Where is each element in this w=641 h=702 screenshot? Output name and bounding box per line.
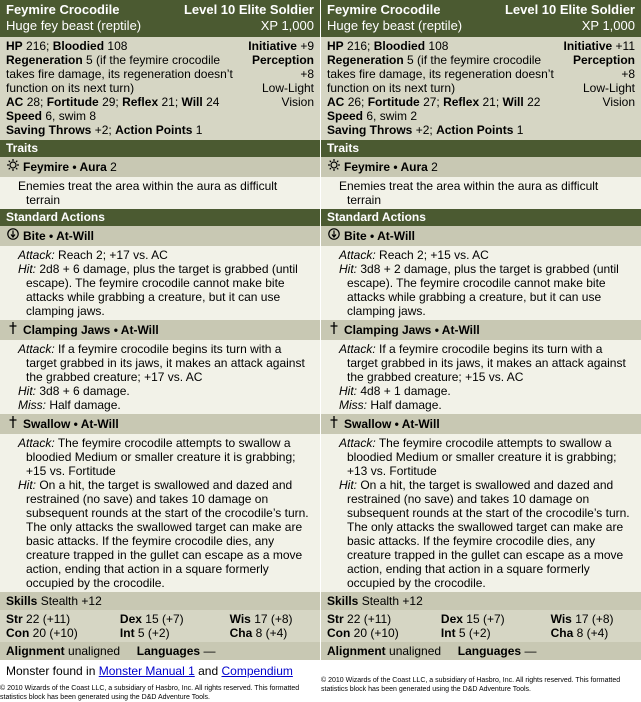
swallow-hit-label: Hit: xyxy=(339,478,357,492)
ac-label: AC xyxy=(327,95,345,109)
melee-icon xyxy=(6,416,20,432)
bite-name: Bite • At-Will xyxy=(344,228,415,243)
alignment-label: Alignment xyxy=(6,644,65,658)
bloodied-value: 108 xyxy=(428,39,449,53)
bite-hit: 2d8 + 6 damage, plus the target is grabbed (until escape). The feymire crocodile cannot make bite attacks while grabbing a creature, but it can use clamping jaws. xyxy=(26,262,298,318)
clamping-jaws-body xyxy=(321,340,641,414)
int-label: Int xyxy=(119,626,135,640)
swallow-body xyxy=(321,434,641,592)
ac-label: AC xyxy=(6,95,24,109)
dex-label: Dex xyxy=(119,612,142,626)
melee-icon xyxy=(327,322,341,338)
ac-value: 26 xyxy=(347,95,362,109)
bite-attack-label: Attack: xyxy=(18,248,55,262)
aura-body xyxy=(321,177,641,209)
aura-value: 2 xyxy=(431,159,438,174)
wis-value: 17 (+8) xyxy=(575,612,614,626)
hp-value: 216 xyxy=(347,39,368,53)
str-label: Str xyxy=(327,612,344,626)
stat-block-right xyxy=(321,0,641,694)
reflex-label: Reflex xyxy=(443,95,480,109)
perception-label: Perception xyxy=(572,53,635,67)
jaws-hit-label: Hit: xyxy=(18,384,36,398)
languages-value: — xyxy=(524,644,537,658)
reflex-value: 21 xyxy=(482,95,496,109)
bloodied-label: Bloodied xyxy=(52,39,105,53)
reflex-label: Reflex xyxy=(122,95,159,109)
aura-name: Feymire • Aura xyxy=(344,159,428,174)
cha-label: Cha xyxy=(550,626,574,640)
dex-value: 15 (+7) xyxy=(466,612,505,626)
swallow-power-header xyxy=(321,414,641,434)
swallow-hit-label: Hit: xyxy=(18,478,36,492)
perception-value: +8 xyxy=(621,67,635,81)
ac-value: 28 xyxy=(26,95,41,109)
monster-manual-link[interactable]: Monster Manual 1 xyxy=(98,664,195,678)
skills-row xyxy=(0,592,320,610)
jaws-miss-label: Miss: xyxy=(339,398,367,412)
initiative-value: +9 xyxy=(300,39,314,53)
swallow-power-header xyxy=(0,414,320,434)
perception-label: Perception xyxy=(251,53,314,67)
action-points-label: Action Points xyxy=(115,123,193,137)
compendium-link[interactable]: Compendium xyxy=(221,664,293,678)
skills-value: Stealth +12 xyxy=(40,594,102,608)
jaws-hit: 3d8 + 6 damage. xyxy=(39,384,130,398)
speed-label: Speed xyxy=(327,109,364,123)
source-line xyxy=(0,660,320,678)
vision-value: Low-Light Vision xyxy=(261,81,314,109)
melee-basic-icon xyxy=(6,228,20,244)
dex-value: 15 (+7) xyxy=(145,612,184,626)
clamping-jaws-body xyxy=(0,340,320,414)
int-label: Int xyxy=(440,626,456,640)
bite-attack-label: Attack: xyxy=(339,248,376,262)
regeneration-value: 5 (if the feymire crocodile takes fire damage, its regeneration doesn’t function on its next turn) xyxy=(6,53,233,95)
saving-throws-value: +2 xyxy=(94,123,109,137)
skills-value: Stealth +12 xyxy=(361,594,423,608)
con-label: Con xyxy=(6,626,30,640)
languages-label: Languages xyxy=(136,644,201,658)
con-value: 20 (+10) xyxy=(32,626,78,640)
str-value: 22 (+11) xyxy=(347,612,392,626)
clamping-jaws-name: Clamping Jaws • At-Will xyxy=(344,322,480,337)
alignment-value: unaligned xyxy=(68,644,121,658)
jaws-miss: Half damage. xyxy=(370,398,442,412)
bite-hit-label: Hit: xyxy=(18,262,36,276)
swallow-hit: On a hit, the target is swallowed and dazed and restrained (no save) and takes 10 damage on subsequent rounds at the start of the crocodile’s turn. The only attacks the swallowed target can make are basic attacks. If the feymire crocodile dies, any creature trapped in the gullet can escape as a move action, ending that action in a square formerly occupied by the crocodile. xyxy=(26,478,309,590)
ability-scores xyxy=(321,610,641,642)
aura-value: 2 xyxy=(110,159,117,174)
cha-value: 8 (+4) xyxy=(255,626,288,640)
jaws-miss-label: Miss: xyxy=(18,398,46,412)
hp-value: 216 xyxy=(26,39,47,53)
skills-label: Skills xyxy=(6,594,38,608)
alignment-row xyxy=(0,642,320,660)
monster-header xyxy=(321,0,641,37)
monster-header xyxy=(0,0,320,37)
con-value: 20 (+10) xyxy=(353,626,399,640)
swallow-attack-label: Attack: xyxy=(339,436,376,450)
monster-level: Level 10 Elite Soldier xyxy=(504,2,635,17)
bloodied-value: 108 xyxy=(107,39,128,53)
monster-name: Feymire Crocodile xyxy=(327,2,441,17)
swallow-attack-label: Attack: xyxy=(18,436,55,450)
str-value: 22 (+11) xyxy=(26,612,71,626)
will-value: 22 xyxy=(527,95,541,109)
stat-block-left xyxy=(0,0,320,702)
speed-label: Speed xyxy=(6,109,43,123)
will-label: Will xyxy=(502,95,524,109)
bite-hit-label: Hit: xyxy=(339,262,357,276)
bite-attack: Reach 2; +15 vs. AC xyxy=(379,248,489,262)
regeneration-value: 5 (if the feymire crocodile takes fire damage, its regeneration doesn’t function on its next turn) xyxy=(327,53,554,95)
monster-type: Huge fey beast (reptile) xyxy=(6,18,142,33)
aura-name: Feymire • Aura xyxy=(23,159,107,174)
speed-value: 6, swim 8 xyxy=(45,109,97,123)
initiative-label: Initiative xyxy=(248,39,297,53)
perception-value: +8 xyxy=(300,67,314,81)
aura-text: Enemies treat the area within the aura as difficult terrain xyxy=(18,179,278,207)
will-value: 24 xyxy=(206,95,220,109)
aura-text: Enemies treat the area within the aura as difficult terrain xyxy=(339,179,599,207)
alignment-label: Alignment xyxy=(327,644,386,658)
monster-name: Feymire Crocodile xyxy=(6,2,120,17)
bite-body xyxy=(321,246,641,320)
swallow-attack: The feymire crocodile attempts to swallow a bloodied Medium or smaller creature it is grabbing; +15 vs. Fortitude xyxy=(26,436,296,478)
source-and: and xyxy=(198,664,219,678)
wis-label: Wis xyxy=(229,612,251,626)
monster-type: Huge fey beast (reptile) xyxy=(327,18,463,33)
swallow-name: Swallow • At-Will xyxy=(344,416,440,431)
swallow-name: Swallow • At-Will xyxy=(23,416,119,431)
jaws-hit: 4d8 + 1 damage. xyxy=(360,384,451,398)
saving-throws-label: Saving Throws xyxy=(327,123,413,137)
standard-actions-header: Standard Actions xyxy=(0,209,320,226)
alignment-value: unaligned xyxy=(389,644,442,658)
bite-name: Bite • At-Will xyxy=(23,228,94,243)
wis-label: Wis xyxy=(550,612,572,626)
aura-icon xyxy=(327,159,341,175)
jaws-attack-label: Attack: xyxy=(18,342,55,356)
speed-value: 6, swim 2 xyxy=(366,109,418,123)
traits-header: Traits xyxy=(321,140,641,157)
languages-value: — xyxy=(203,644,216,658)
will-label: Will xyxy=(181,95,203,109)
melee-icon xyxy=(327,416,341,432)
bloodied-label: Bloodied xyxy=(373,39,426,53)
con-label: Con xyxy=(327,626,351,640)
skills-label: Skills xyxy=(327,594,359,608)
action-points-value: 1 xyxy=(195,123,203,137)
fortitude-value: 29 xyxy=(102,95,116,109)
fortitude-label: Fortitude xyxy=(46,95,99,109)
copyright-notice: © 2010 Wizards of the Coast LLC, a subsidiary of Hasbro, Inc. All rights reserved. This formatted statistics block has been generated using the D&D Adventure Tools. xyxy=(0,685,300,701)
clamping-jaws-power-header xyxy=(0,320,320,340)
bite-hit: 3d8 + 2 damage, plus the target is grabbed (until escape). The feymire crocodile cannot make bite attacks while grabbing a creature, but it can use clamping jaws. xyxy=(347,262,619,318)
vision-value: Low-Light Vision xyxy=(582,81,635,109)
traits-header: Traits xyxy=(0,140,320,157)
melee-basic-icon xyxy=(327,228,341,244)
aura-body xyxy=(0,177,320,209)
saving-throws-label: Saving Throws xyxy=(6,123,92,137)
clamping-jaws-power-header xyxy=(321,320,641,340)
initiative-label: Initiative xyxy=(563,39,613,53)
source-prefix: Monster found in xyxy=(6,664,96,678)
jaws-attack-label: Attack: xyxy=(339,342,376,356)
dex-label: Dex xyxy=(440,612,463,626)
defense-stats: HP 216; Bloodied 108 Regeneration 5 (if the feymire crocodile takes fire damage, its regeneration doesn’t function on its next turn) AC 26; Fortitude 27; Reflex 21; Will 22 Speed 6, swim 2 Saving Throws +2; Action Points 1 Initiative +11 Perception +8 Low-Light Vision xyxy=(321,37,641,140)
hp-label: HP xyxy=(327,39,344,53)
regeneration-label: Regeneration xyxy=(6,53,83,67)
monster-xp: XP 1,000 xyxy=(260,18,314,33)
jaws-attack: If a feymire crocodile begins its turn with a target grabbed in its jaws, it makes an attack against the grabbed creature; +17 vs. AC xyxy=(26,342,305,384)
jaws-attack: If a feymire crocodile begins its turn with a target grabbed in its jaws, it makes an attack against the grabbed creature; +15 vs. AC xyxy=(347,342,626,384)
alignment-row xyxy=(321,642,641,660)
swallow-hit: On a hit, the target is swallowed and dazed and restrained (no save) and takes 10 damage on subsequent rounds at the start of the crocodile’s turn. The only attacks the swallowed target can make are basic attacks. If the feymire crocodile dies, any creature trapped in the gullet can escape as a move action, ending that action in a square formerly occupied by the crocodile. xyxy=(347,478,630,590)
melee-icon xyxy=(6,322,20,338)
action-points-value: 1 xyxy=(516,123,524,137)
aura-power-header xyxy=(0,157,320,177)
swallow-body xyxy=(0,434,320,592)
action-points-label: Action Points xyxy=(436,123,514,137)
skills-row xyxy=(321,592,641,610)
cha-label: Cha xyxy=(229,626,253,640)
aura-power-header xyxy=(321,157,641,177)
aura-icon xyxy=(6,159,20,175)
int-value: 5 (+2) xyxy=(458,626,491,640)
monster-level: Level 10 Elite Soldier xyxy=(183,2,314,17)
fortitude-value: 27 xyxy=(423,95,437,109)
initiative-value: +11 xyxy=(615,39,635,53)
jaws-miss: Half damage. xyxy=(49,398,121,412)
str-label: Str xyxy=(6,612,23,626)
reflex-value: 21 xyxy=(161,95,175,109)
copyright-notice: © 2010 Wizards of the Coast LLC, a subsidiary of Hasbro, Inc. All rights reserved. This formatted statistics block has been generated using the D&D Adventure Tools. xyxy=(321,677,621,693)
regeneration-label: Regeneration xyxy=(327,53,404,67)
languages-label: Languages xyxy=(457,644,522,658)
standard-actions-header: Standard Actions xyxy=(321,209,641,226)
monster-xp: XP 1,000 xyxy=(581,18,635,33)
swallow-attack: The feymire crocodile attempts to swallow a bloodied Medium or smaller creature it is grabbing; +13 vs. Fortitude xyxy=(347,436,617,478)
cha-value: 8 (+4) xyxy=(576,626,609,640)
int-value: 5 (+2) xyxy=(137,626,170,640)
hp-label: HP xyxy=(6,39,23,53)
wis-value: 17 (+8) xyxy=(254,612,293,626)
fortitude-label: Fortitude xyxy=(367,95,420,109)
jaws-hit-label: Hit: xyxy=(339,384,357,398)
bite-attack: Reach 2; +17 vs. AC xyxy=(58,248,168,262)
defense-stats: HP 216; Bloodied 108 Regeneration 5 (if the feymire crocodile takes fire damage, its regeneration doesn’t function on its next turn) AC 28; Fortitude 29; Reflex 21; Will 24 Speed 6, swim 8 Saving Throws +2; Action Points 1 Initiative +9 Perception +8 Low-Light Vision xyxy=(0,37,320,140)
bite-power-header xyxy=(0,226,320,246)
bite-body xyxy=(0,246,320,320)
saving-throws-value: +2 xyxy=(415,123,430,137)
bite-power-header xyxy=(321,226,641,246)
ability-scores xyxy=(0,610,320,642)
clamping-jaws-name: Clamping Jaws • At-Will xyxy=(23,322,159,337)
